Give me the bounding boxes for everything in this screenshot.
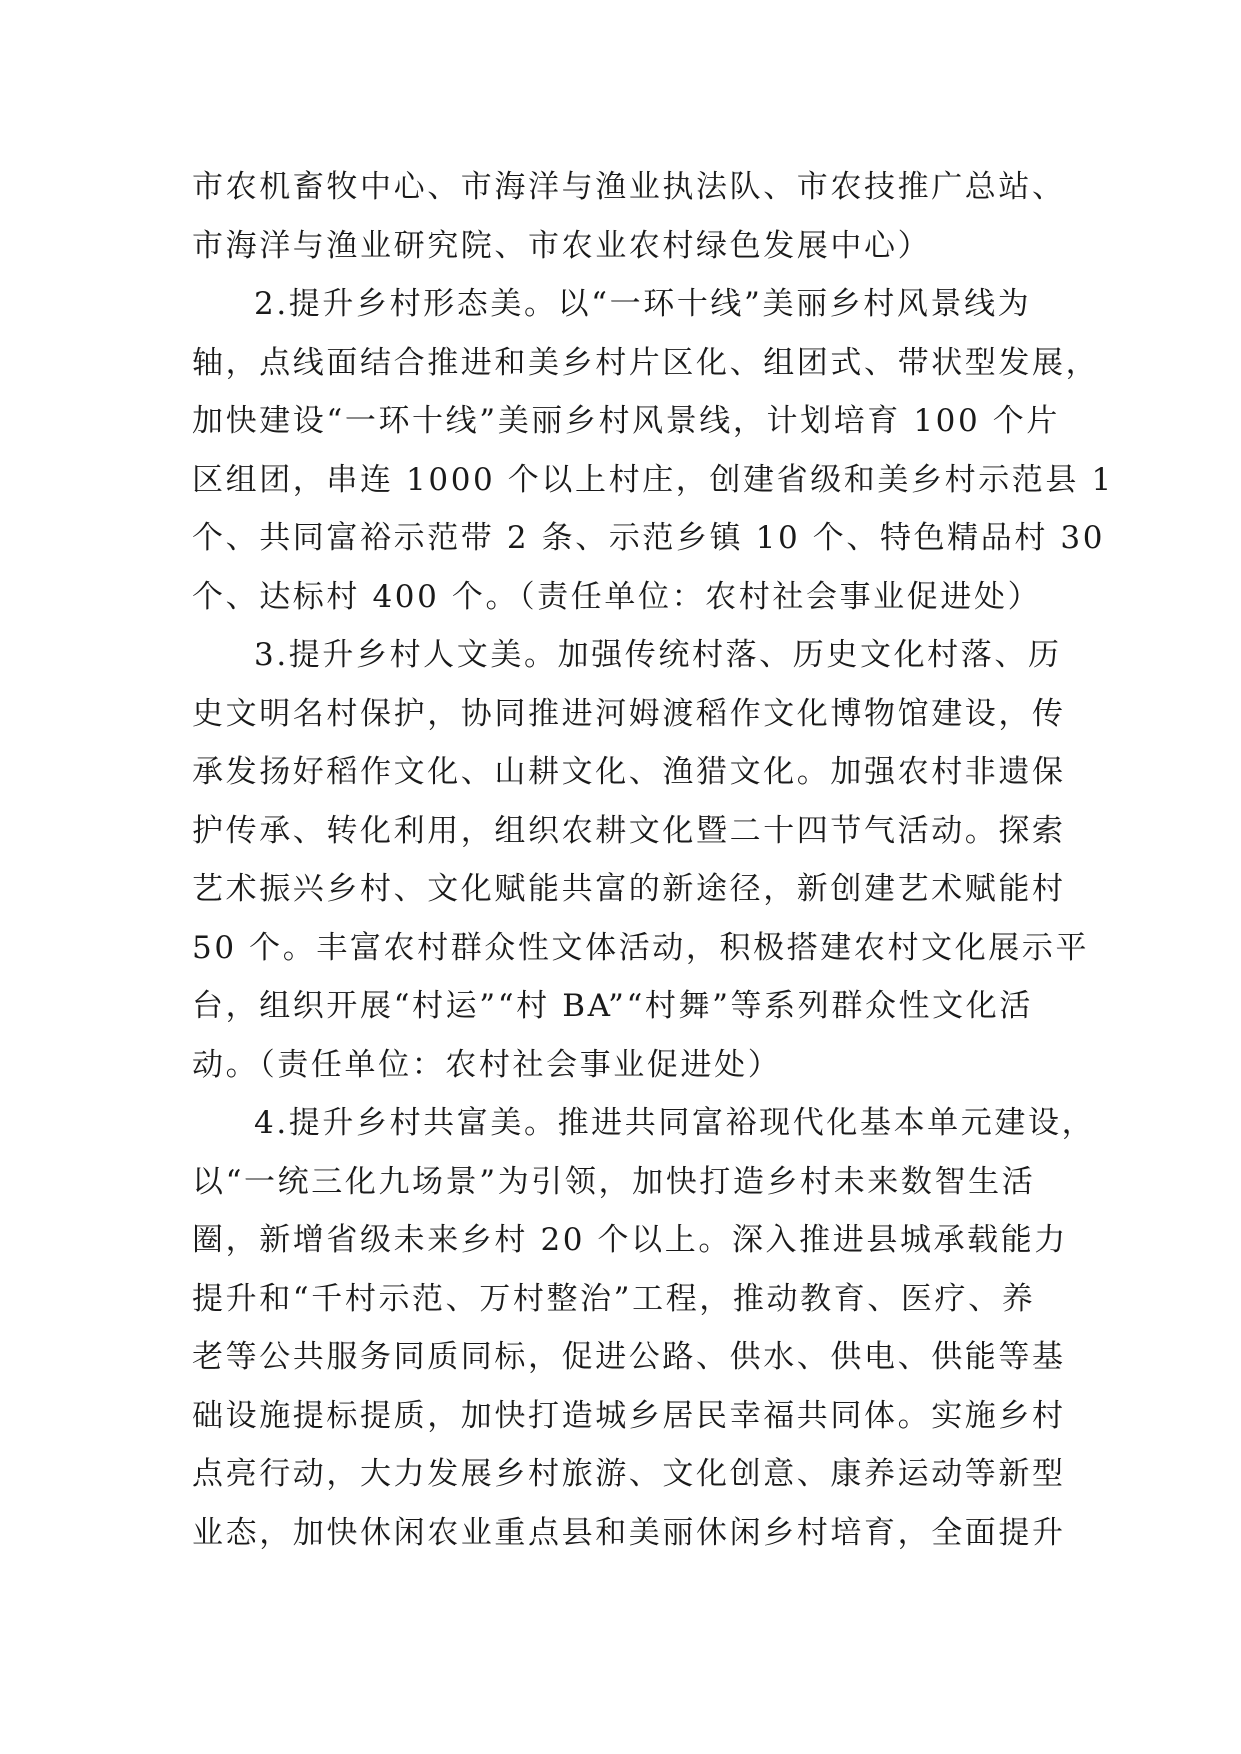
- text-line: 个、达标村 400 个。（责任单位：农村社会事业促进处）: [192, 578, 1042, 615]
- text-line: 台，组织开展“村运”“村 BA”“村舞”等系列群众性文化活: [192, 988, 1033, 1024]
- paragraph-item-2: [192, 275, 1114, 626]
- text-line: 点亮行动，大力发展乡村旅游、文化创意、康养运动等新型: [192, 1456, 1066, 1492]
- text-line: 以“一统三化九场景”为引领，加快打造乡村未来数智生活: [192, 1163, 1036, 1200]
- text-line: 圈，新增省级未来乡村 20 个以上。深入推进县城承载能力: [192, 1222, 1068, 1258]
- text-line: 个、共同富裕示范带 2 条、示范乡镇 10 个、特色精品村 30: [192, 520, 1106, 556]
- text-line: 艺术振兴乡村、文化赋能共富的新途径，新创建艺术赋能村: [192, 871, 1066, 907]
- text-line: 区组团，串连 1000 个以上村庄，创建省级和美乡村示范县 1: [192, 461, 1114, 498]
- text-line: 础设施提标提质，加快打造城乡居民幸福共同体。实施乡村: [192, 1397, 1066, 1434]
- text-line: 老等公共服务同质同标，促进公路、供水、供电、供能等基: [192, 1339, 1066, 1375]
- text-line: 承发扬好稻作文化、山耕文化、渔猎文化。加强农村非遗保: [192, 754, 1066, 790]
- text-line: 加快建设“一环十线”美丽乡村风景线，计划培育 100 个片: [192, 403, 1060, 439]
- paragraph-item-3: [192, 626, 1090, 1094]
- paragraph-continuation: [192, 158, 1066, 275]
- text-line: 史文明名村保护，协同推进河姆渡稻作文化博物馆建设，传: [192, 695, 1066, 732]
- text-line: 市海洋与渔业研究院、市农业农村绿色发展中心）: [192, 227, 932, 264]
- text-line: 轴，点线面结合推进和美乡村片区化、组团式、带状型发展，: [192, 344, 1100, 381]
- text-line: 护传承、转化利用，组织农耕文化暨二十四节气活动。探索: [192, 812, 1066, 849]
- text-line: 动。（责任单位：农村社会事业促进处）: [192, 1046, 782, 1083]
- document-body: [192, 158, 1114, 1562]
- text-line: 2.提升乡村形态美。以“一环十线”美丽乡村风景线为: [254, 286, 1032, 322]
- text-line: 业态，加快休闲农业重点县和美丽休闲乡村培育，全面提升: [192, 1514, 1066, 1551]
- text-line: 3.提升乡村人文美。加强传统村落、历史文化村落、历: [254, 637, 1062, 673]
- text-line: 提升和“千村示范、万村整治”工程，推动教育、医疗、养: [192, 1280, 1036, 1317]
- text-line: 市农机畜牧中心、市海洋与渔业执法队、市农技推广总站、: [192, 169, 1066, 205]
- paragraph-item-4: [192, 1094, 1096, 1562]
- text-line: 4.提升乡村共富美。推进共同富裕现代化基本单元建设，: [254, 1105, 1096, 1141]
- text-line: 50 个。丰富农村群众性文体活动，积极搭建农村文化展示平: [192, 929, 1090, 966]
